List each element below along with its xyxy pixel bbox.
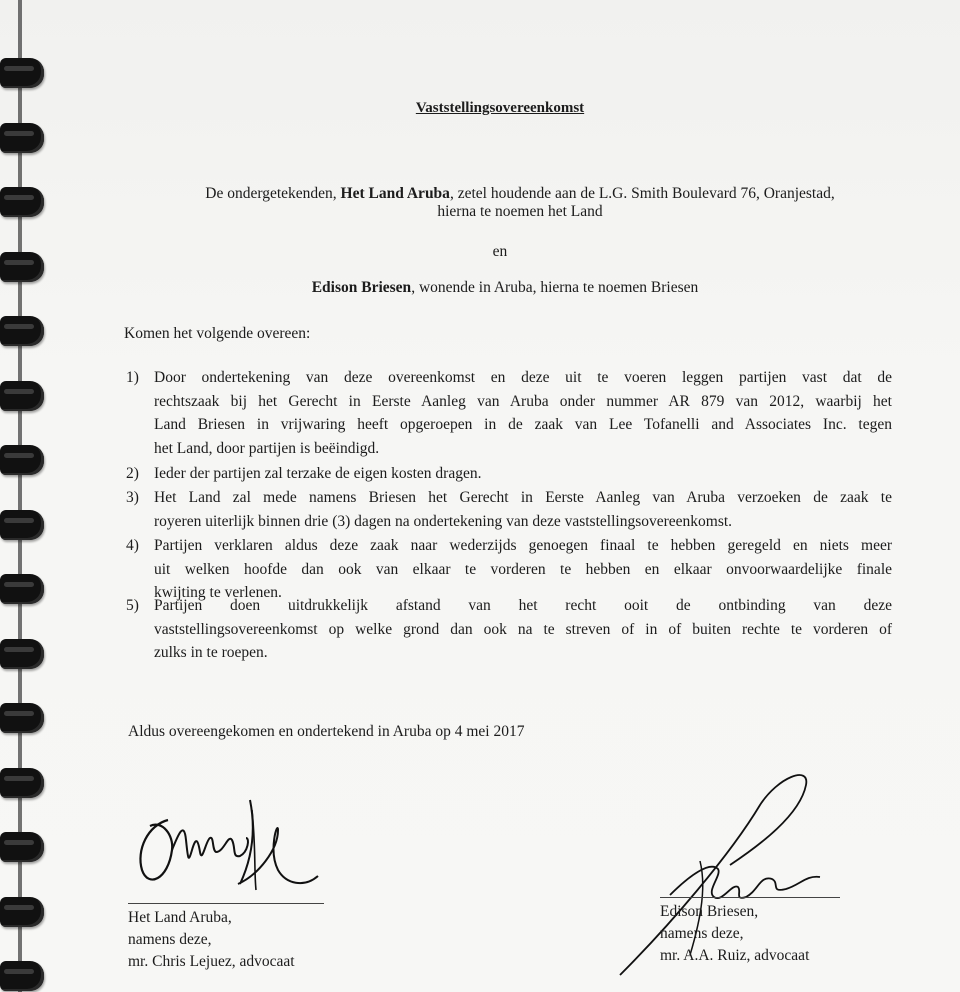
binding-ring <box>0 316 44 346</box>
party1-prefix: De ondergetekenden, <box>205 185 341 202</box>
party2-suffix: , wonende in Aruba, hierna te noemen Briesen <box>411 279 699 296</box>
binding-ring <box>0 832 44 862</box>
clause-line: Partijen doen uitdrukkelijk afstand van het recht ooit de ontbinding van deze <box>154 597 892 614</box>
clause-line: royeren uiterlijk binnen drie (3) dagen na ondertekening van deze vaststellingsovereenkomst. <box>154 512 733 530</box>
clause-line: Ieder der partijen zal terzake de eigen kosten dragen. <box>154 465 482 482</box>
signature-2-line-1: Edison Briesen, <box>660 903 759 920</box>
signature-1-line-1: Het Land Aruba, <box>128 909 232 926</box>
clause-line: zulks in te roepen. <box>154 644 268 661</box>
binding-ring <box>0 381 44 411</box>
signature-1-line-2: namens deze, <box>128 931 212 948</box>
clause-line: rechtszaak bij het Gerecht in Eerste Aanleg van Aruba onder nummer AR 879 van 2012, waarbij het <box>154 392 892 410</box>
binding-ring <box>0 703 44 733</box>
binding-ring <box>0 252 44 282</box>
binding-ring <box>0 574 44 604</box>
clause-number: 1) <box>126 369 139 386</box>
signature-2-line-2: namens deze, <box>660 925 744 942</box>
clause-number: 2) <box>126 465 139 482</box>
signature-2-rule <box>660 897 840 898</box>
binding-ring <box>0 768 44 798</box>
closing-line: Aldus overeengekomen en ondertekend in Aruba op 4 mei 2017 <box>128 723 525 740</box>
binding-ring <box>0 445 44 475</box>
clause-line: Het Land zal mede namens Briesen het Gerecht in Eerste Aanleg van Aruba verzoeken de zaak te <box>154 489 892 506</box>
binding-ring <box>0 187 44 217</box>
clause-number: 3) <box>126 489 139 506</box>
party2-line <box>100 276 910 300</box>
clause-line: Partijen verklaren aldus deze zaak naar wederzijds genoegen finaal te hebben geregeld en niets meer <box>154 537 892 554</box>
party2-name: Edison Briesen <box>311 279 412 296</box>
party1-suffix: , zetel houdende aan de L.G. Smith Boulevard 76, Oranjestad, <box>449 185 835 202</box>
binding-ring <box>0 123 44 153</box>
clause-line: het Land, door partijen is beëindigd. <box>154 439 380 457</box>
signature-1-rule <box>128 903 324 904</box>
document-title: Vaststellingsovereenkomst <box>415 100 585 116</box>
party1-line2: hierna te noemen het Land <box>437 203 603 220</box>
signature-2-line-3: mr. A.A. Ruiz, advocaat <box>660 947 810 964</box>
clause-line: uit welken hoofde dan ook van elkaar te vorderen te hebben en elkaar onvoorwaardelijke finale <box>154 560 892 578</box>
spiral-binding <box>0 0 48 992</box>
clause-number: 5) <box>126 597 139 614</box>
party1-name: Het Land Aruba <box>340 185 450 202</box>
conjunction: en <box>492 243 508 260</box>
binding-ring <box>0 510 44 540</box>
signature-1-line-3: mr. Chris Lejuez, advocaat <box>128 953 295 970</box>
binding-ring <box>0 961 44 991</box>
clause-line: Door ondertekening van deze overeenkomst en deze uit te voeren leggen partijen vast dat de <box>154 369 892 386</box>
clause-line: Land Briesen in vrijwaring heeft opgeroepen in de zaak van Lee Tofanelli and Associates Inc. tegen <box>154 416 892 433</box>
clause-number: 4) <box>126 537 139 554</box>
binding-ring <box>0 58 44 88</box>
clause-line: vaststellingsovereenkomst op welke grond dan ook na te streven of in of buiten rechte te vorderen of <box>154 620 892 638</box>
binding-ring <box>0 639 44 669</box>
clause-line: kwijting te verlenen. <box>154 584 282 601</box>
intro-line: Komen het volgende overeen: <box>124 325 311 342</box>
binding-ring <box>0 897 44 927</box>
signature-1-handwriting <box>128 780 338 900</box>
